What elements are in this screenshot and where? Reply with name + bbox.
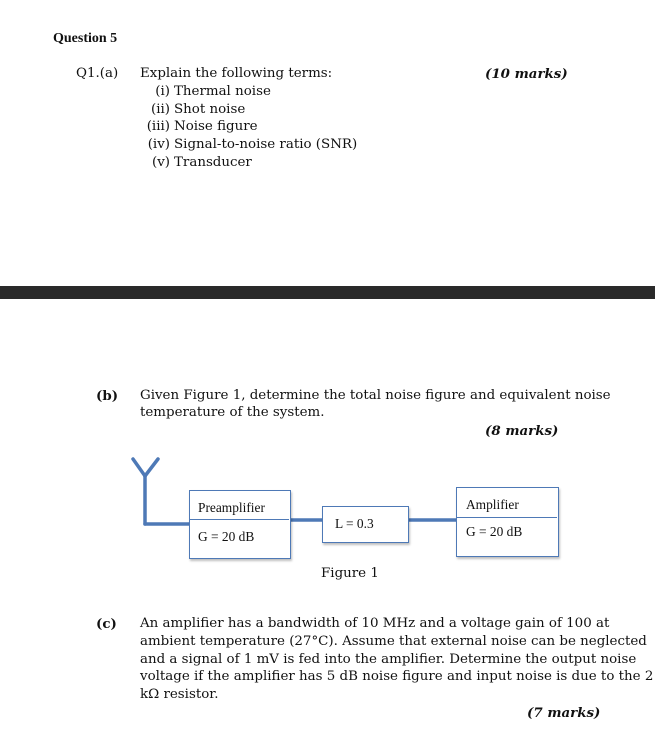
list-item <box>140 137 357 152</box>
list-item-text: Transducer <box>174 155 252 170</box>
part-c-text-line: An amplifier has a bandwidth of 10 MHz and a voltage gain of 100 at <box>140 616 610 631</box>
part-c-text-line: voltage if the amplifier has 5 dB noise figure and input noise is due to the 2 <box>140 669 654 684</box>
list-item <box>140 119 258 134</box>
list-item-number: (iii) <box>146 119 170 134</box>
part-c-text-line: and a signal of 1 mV is fed into the amplifier. Determine the output noise <box>140 652 637 667</box>
part-b-text-line-2: temperature of the system. <box>140 405 325 420</box>
list-item-number: (iv) <box>147 137 170 152</box>
part-a-label: Q1.(a) <box>76 66 119 81</box>
part-b-label: (b) <box>96 388 119 404</box>
loss-label: L = 0.3 <box>335 516 374 531</box>
page-divider <box>0 286 655 299</box>
question-title: Question 5 <box>53 31 118 46</box>
part-c-marks: (7 marks) <box>527 705 601 721</box>
block-divider <box>190 519 289 520</box>
amplifier-label: Amplifier <box>466 497 519 512</box>
list-item-text: Thermal noise <box>174 84 271 99</box>
preamplifier-gain: G = 20 dB <box>198 529 255 544</box>
list-item <box>140 102 245 117</box>
part-b-marks: (8 marks) <box>485 423 559 439</box>
list-item <box>140 155 252 170</box>
antenna-icon <box>133 459 190 524</box>
preamplifier-label: Preamplifier <box>198 500 265 515</box>
amplifier-gain: G = 20 dB <box>466 524 523 539</box>
part-c-label: (c) <box>96 616 117 632</box>
list-item-text: Shot noise <box>174 102 246 117</box>
part-a-prompt: Explain the following terms: <box>140 66 333 81</box>
list-item-number: (i) <box>155 84 170 99</box>
list-item-text: Noise figure <box>174 119 258 134</box>
part-b-text-line-1: Given Figure 1, determine the total noise figure and equivalent noise <box>140 388 611 403</box>
part-c-text-line: kΩ resistor. <box>140 687 219 702</box>
list-item-number: (v) <box>151 155 170 170</box>
block-divider <box>457 517 557 518</box>
part-c-text-line: ambient temperature (27°C). Assume that external noise can be neglected <box>140 634 647 649</box>
list-item-number: (ii) <box>150 102 170 117</box>
figure-caption: Figure 1 <box>321 566 379 581</box>
part-a-marks: (10 marks) <box>485 66 568 82</box>
list-item-text: Signal-to-noise ratio (SNR) <box>174 137 358 152</box>
list-item <box>140 84 271 99</box>
